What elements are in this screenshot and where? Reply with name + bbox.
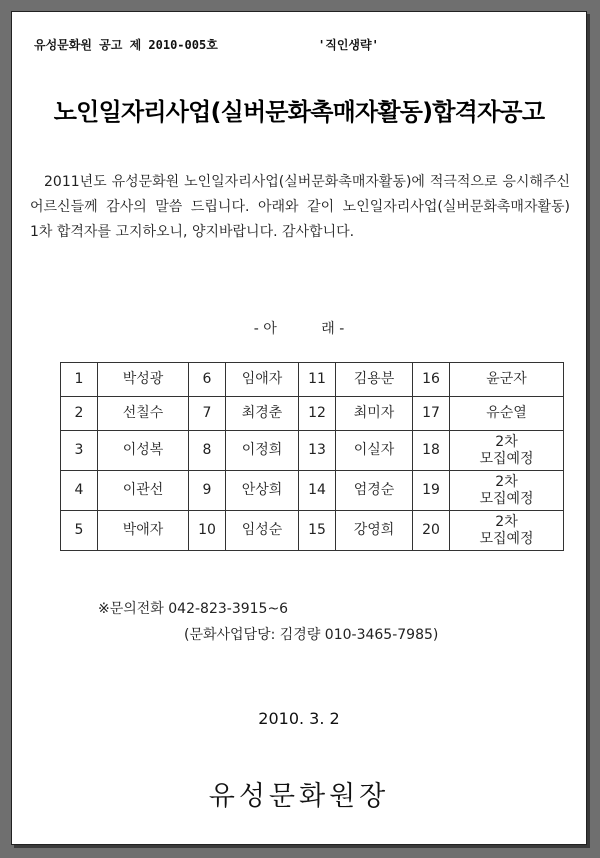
- applicant-name: 유순열: [450, 397, 564, 431]
- section-label: - 아 래 -: [253, 321, 345, 337]
- inquiry-phone: ※문의전화 042-823-3915~6: [98, 601, 289, 617]
- applicant-number: 15: [299, 511, 336, 551]
- applicant-name: 이관선: [98, 471, 189, 511]
- table-row: [61, 431, 564, 471]
- pending-line-1: 2차: [495, 513, 518, 530]
- pending-recruitment: [450, 431, 564, 471]
- applicant-number: 11: [299, 363, 336, 397]
- applicant-number: 20: [413, 511, 450, 551]
- applicant-name: 이성복: [98, 431, 189, 471]
- applicant-number: 1: [61, 363, 98, 397]
- applicant-name: 박성광: [98, 363, 189, 397]
- notice-date: 2010. 3. 2: [258, 709, 340, 728]
- table-row: [61, 511, 564, 551]
- applicant-number: 6: [189, 363, 226, 397]
- applicant-number: 3: [61, 431, 98, 471]
- applicant-name: 엄경순: [336, 471, 413, 511]
- pending-line-2: 모집예정: [479, 490, 534, 507]
- applicant-name: 윤군자: [450, 363, 564, 397]
- pending-recruitment: [450, 471, 564, 511]
- applicant-name: 임성순: [226, 511, 299, 551]
- applicant-name: 선칠수: [98, 397, 189, 431]
- notice-title: 노인일자리사업(실버문화촉매자활동)합격자공고: [53, 98, 545, 126]
- applicant-number: 8: [189, 431, 226, 471]
- applicant-number: 9: [189, 471, 226, 511]
- contact-person: (문화사업담당: 김경량 010-3465-7985): [184, 627, 439, 643]
- applicant-number: 5: [61, 511, 98, 551]
- applicant-number: 14: [299, 471, 336, 511]
- applicant-name: 김용분: [336, 363, 413, 397]
- pending-line-2: 모집예정: [479, 450, 534, 467]
- applicant-name: 최미자: [336, 397, 413, 431]
- applicant-number: 12: [299, 397, 336, 431]
- notice-body: 2011년도 유성문화원 노인일자리사업(실버문화촉매자활동)에 적극적으로 응시해주신 어르신들께 감사의 말씀 드립니다. 아래와 같이 노인일자리사업(실버문화촉매자활동) 1차 합격자를 고지하오니, 양지바랍니다. 감사합니다.: [30, 174, 570, 240]
- applicant-number: 19: [413, 471, 450, 511]
- table-row: [61, 471, 564, 511]
- signer: 유성문화원장: [208, 781, 390, 812]
- successful-applicants-table: [60, 362, 564, 551]
- table-row: [61, 363, 564, 397]
- pending-line-1: 2차: [495, 433, 518, 450]
- applicant-name: 최경춘: [226, 397, 299, 431]
- applicant-name: 이정희: [226, 431, 299, 471]
- applicant-number: 17: [413, 397, 450, 431]
- applicant-number: 7: [189, 397, 226, 431]
- pending-line-2: 모집예정: [479, 530, 534, 547]
- applicant-number: 10: [189, 511, 226, 551]
- applicant-name: 이실자: [336, 431, 413, 471]
- pending-recruitment: [450, 511, 564, 551]
- applicant-number: 2: [61, 397, 98, 431]
- applicant-name: 임애자: [226, 363, 299, 397]
- applicant-number: 4: [61, 471, 98, 511]
- notice-page: [11, 11, 587, 845]
- notice-number: 유성문화원 공고 제 2010-005호: [34, 38, 218, 52]
- applicant-name: 박애자: [98, 511, 189, 551]
- applicant-name: 강영희: [336, 511, 413, 551]
- applicant-number: 18: [413, 431, 450, 471]
- table-row: [61, 397, 564, 431]
- applicant-name: 안상희: [226, 471, 299, 511]
- applicant-number: 16: [413, 363, 450, 397]
- applicant-number: 13: [299, 431, 336, 471]
- pending-line-1: 2차: [495, 473, 518, 490]
- seal-omitted-note: '직인생략': [318, 38, 379, 52]
